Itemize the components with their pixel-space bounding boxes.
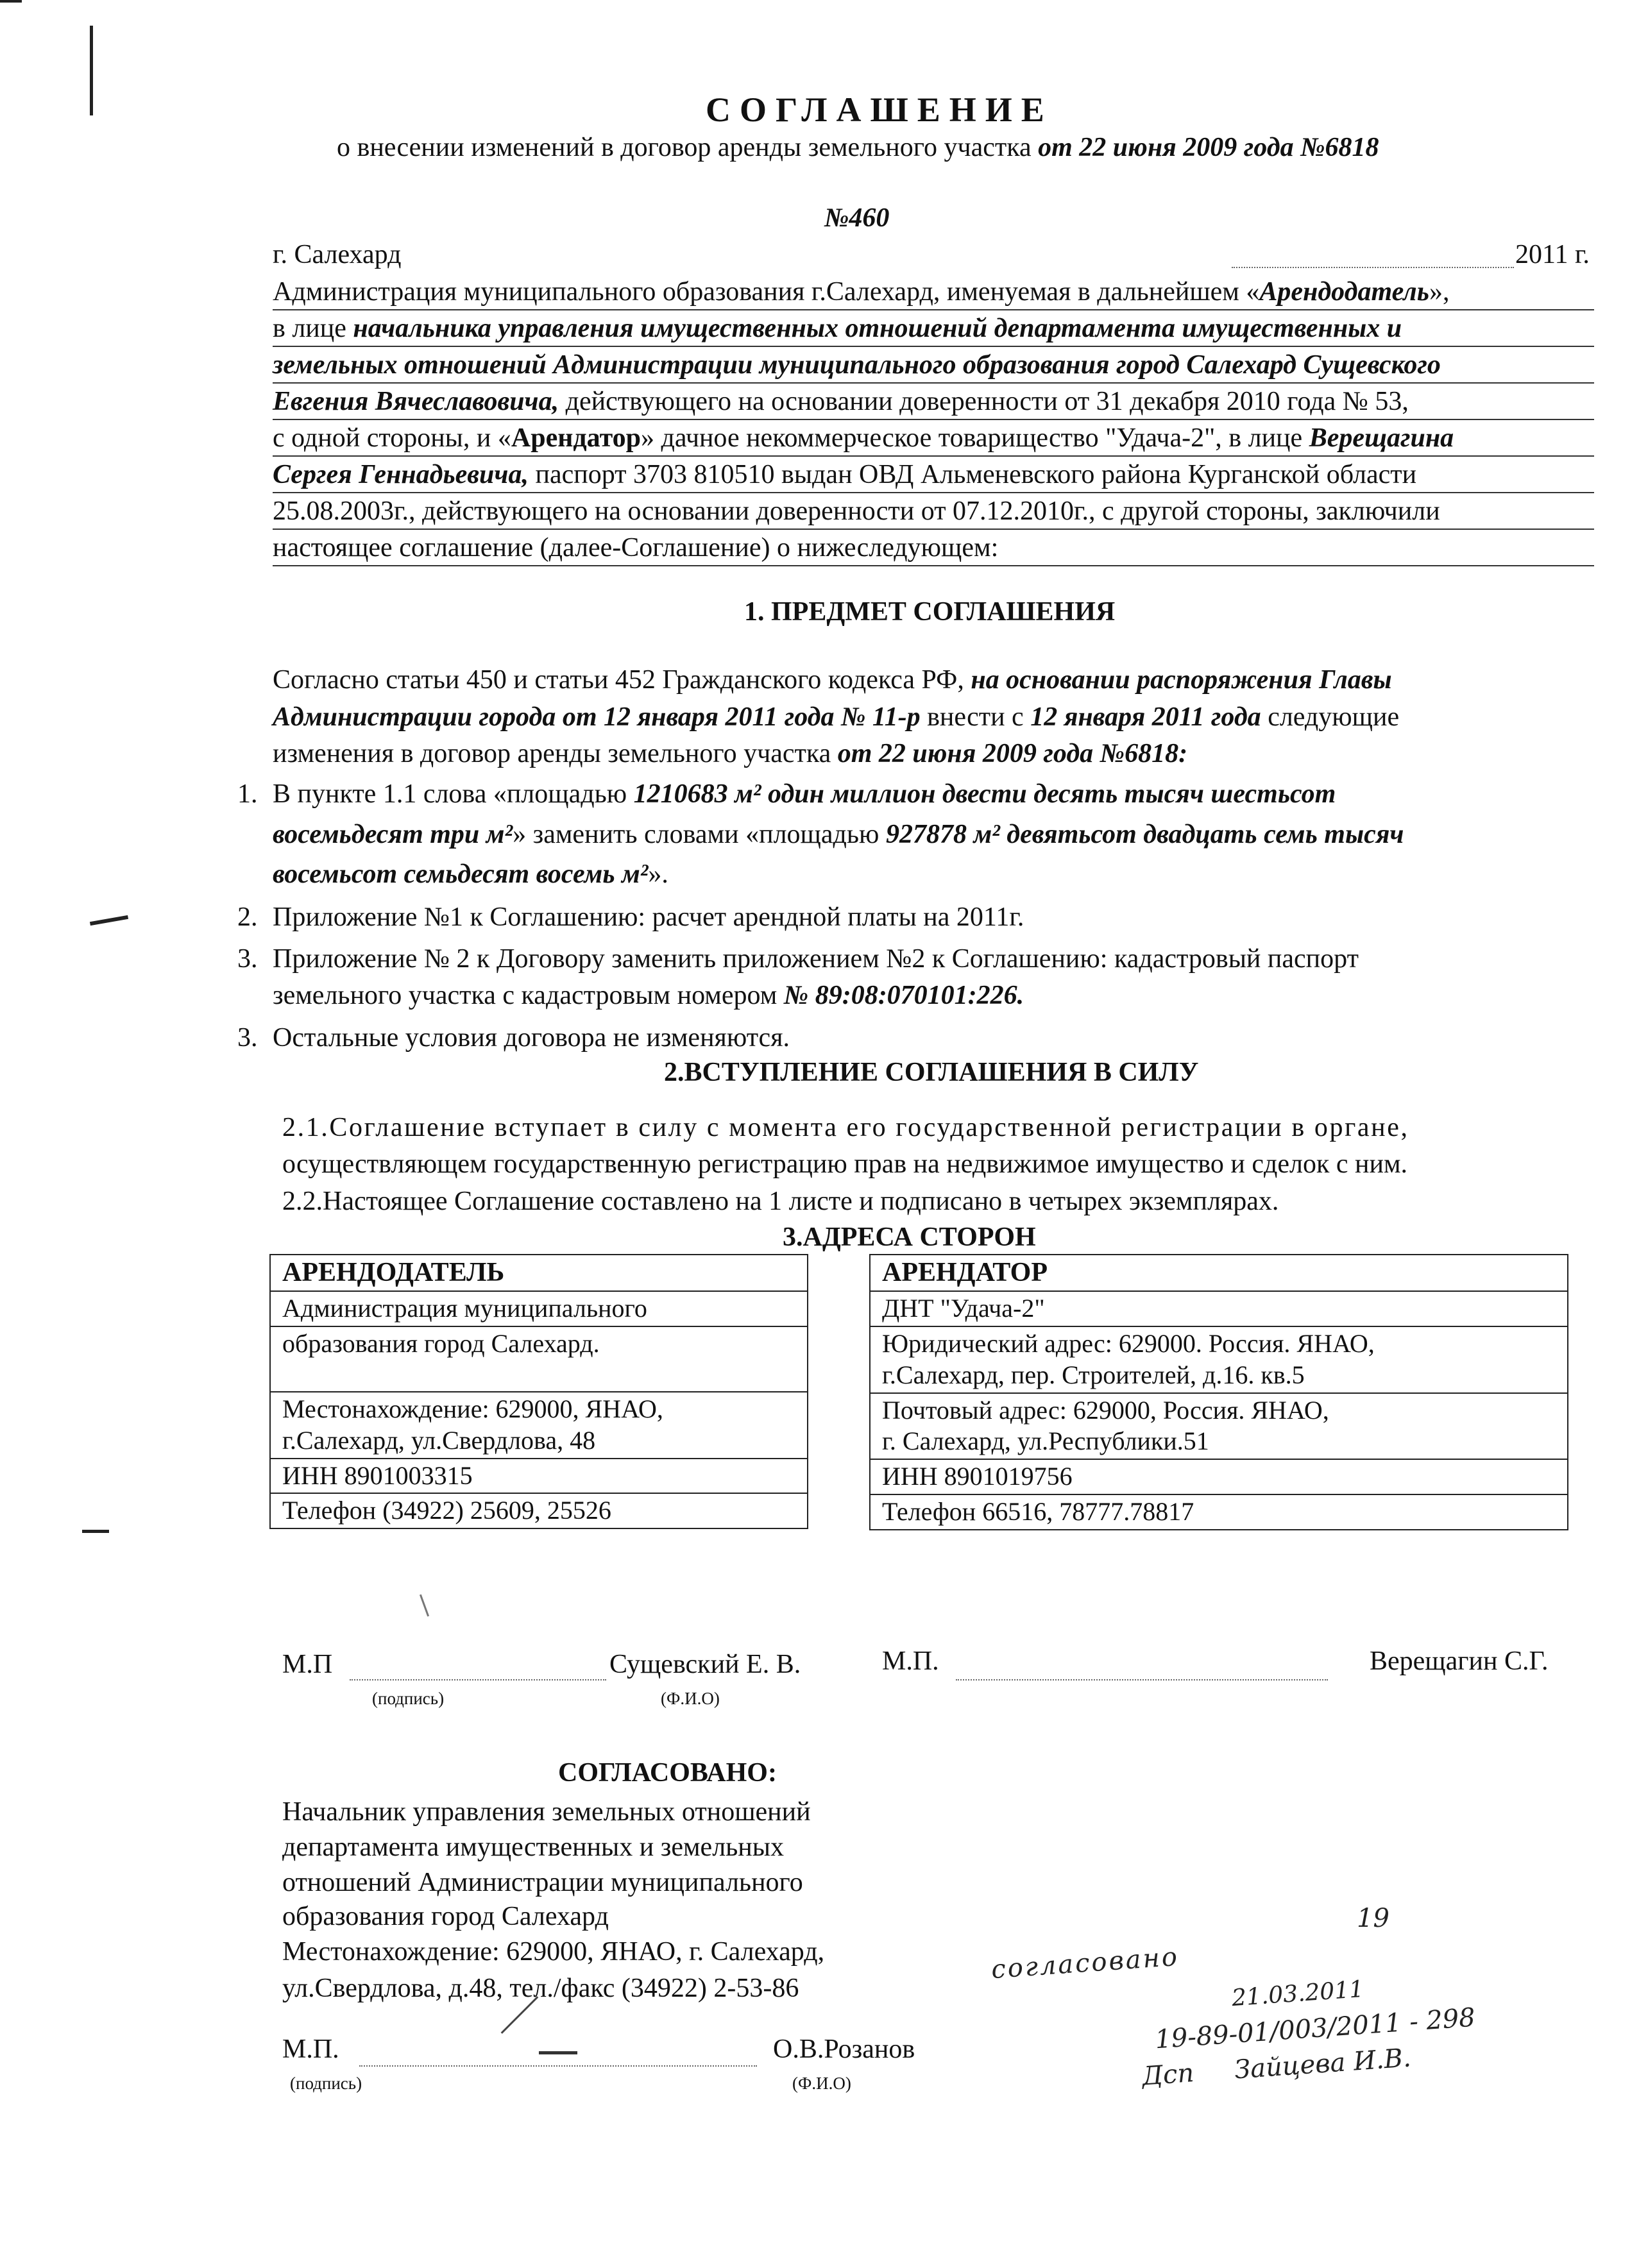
margin-line-mark	[90, 26, 93, 115]
rule	[273, 346, 1594, 347]
intro-emphasis: на основании распоряжения Главы	[971, 665, 1392, 695]
rule	[273, 455, 1594, 457]
pen-stroke	[420, 1595, 429, 1617]
approval-line: Начальник управления земельных отношений	[282, 1797, 811, 1827]
agreement-number: №460	[824, 203, 890, 233]
rule	[273, 382, 1594, 384]
landlord-term: Арендодатель	[1259, 277, 1429, 307]
section-1-intro-line-3	[273, 738, 1187, 770]
tenant-legal-address	[870, 1326, 1568, 1393]
preamble-text: » дачное некоммерческое товарищество "Удача-2", в лице	[641, 423, 1309, 453]
approval-line: образования город Салехард	[282, 1902, 609, 1931]
landlord-address	[270, 1392, 808, 1459]
document-subtitle	[337, 131, 1379, 164]
list-item-number: 3.	[237, 1023, 258, 1053]
tenant-name: ДНТ "Удача-2"	[870, 1291, 1568, 1326]
approval-heading: СОГЛАСОВАНО:	[558, 1758, 777, 1788]
intro-emphasis: 12 января 2011 года	[1030, 702, 1261, 732]
list-item-number: 2.	[237, 902, 258, 932]
approval-caption-signature: (подпись)	[290, 2074, 362, 2093]
tenant-rep-surname: Верещагина	[1309, 423, 1454, 453]
tenant-legal-l2: г.Салехард, пер. Строителей, д.16. кв.5	[882, 1360, 1305, 1389]
section-1-heading: 1. ПРЕДМЕТ СОГЛАШЕНИЯ	[744, 597, 1116, 627]
approval-line: отношений Администрации муниципального	[282, 1868, 803, 1897]
document-title: СОГЛАШЕНИЕ	[706, 90, 1053, 129]
margin-dash-mark	[90, 915, 128, 926]
intro-text: изменения в договор аренды земельного участка	[273, 739, 838, 768]
preamble-line-3: земельных отношений Администрации муниципального образования город Салехард Сущевского	[273, 350, 1441, 380]
section-1-intro-line-1	[273, 664, 1392, 696]
intro-text: внести с	[920, 702, 1031, 732]
year: 2011 г.	[1515, 240, 1590, 269]
cadastral-number: № 89:08:070101:226.	[783, 981, 1024, 1010]
signer-left: Сущевский Е. В.	[609, 1650, 801, 1679]
list-item-3-line-2	[273, 979, 1024, 1011]
landlord-title: АРЕНДОДАТЕЛЬ	[270, 1255, 808, 1291]
tenant-phone: Телефон 66516, 78777.78817	[870, 1494, 1568, 1530]
approval-signer: О.В.Розанов	[773, 2035, 915, 2064]
approval-signature-line	[359, 2065, 757, 2067]
handwritten-approved: согласовано	[990, 1942, 1180, 1985]
section-2-p1-line-2: осуществляющем государственную регистрацию прав на недвижимое имущество и сделок с ним.	[282, 1149, 1408, 1179]
caption-signature: (подпись)	[372, 1689, 445, 1708]
landlord-phone: Телефон (34922) 25609, 25526	[270, 1493, 808, 1528]
list-item-1-line-3	[273, 858, 668, 890]
approval-stamp-place: М.П.	[282, 2035, 339, 2064]
preamble-line-6	[273, 459, 1416, 491]
representative-title: начальника управления имущественных отношений департамента имущественных и	[353, 314, 1402, 343]
item-emphasis: 1210683 м² один миллион двести десять тысяч шестьсот	[633, 779, 1336, 809]
rule	[273, 309, 1594, 310]
list-item-1-line-1	[273, 778, 1336, 810]
list-item-2: Приложение №1 к Соглашению: расчет арендной платы на 2011г.	[273, 902, 1024, 932]
preamble-text: с одной стороны, и «	[273, 423, 511, 453]
section-2-p1-line-1: 2.1.Соглашение вступает в силу с момента его государственной регистрации в органе,	[282, 1113, 1409, 1142]
rule	[273, 492, 1594, 493]
item-text: земельного участка с кадастровым номером	[273, 981, 784, 1010]
section-3-heading: 3.АДРЕСА СТОРОН	[783, 1223, 1036, 1252]
top-corner-mark	[0, 0, 22, 3]
caption-fio: (Ф.И.О)	[661, 1689, 720, 1708]
item-text: ».	[648, 859, 668, 889]
item-emphasis: восемьсот семьдесят восемь м²	[273, 859, 649, 889]
tenant-inn: ИНН 8901019756	[870, 1459, 1568, 1494]
city: г. Салехард	[273, 240, 402, 269]
landlord-address-l2: г.Салехард, ул.Свердлова, 48	[282, 1425, 596, 1455]
tenant-postal-l1: Почтовый адрес: 629000, Россия. ЯНАО,	[882, 1395, 1329, 1425]
approval-line: ул.Свердлова, д.48, тел./факс (34922) 2-53-86	[282, 1974, 799, 2003]
representative-name: Евгения Вячеславовича,	[273, 387, 559, 416]
intro-text: Согласно статьи 450 и статьи 452 Гражданского кодекса РФ,	[273, 665, 971, 695]
handwritten-registration-number: 19-89-01/003/2011 - 298	[1154, 2002, 1477, 2055]
item-text: В пункте 1.1 слова «площадью	[273, 779, 634, 809]
list-item-1-line-2	[273, 818, 1404, 851]
tenant-title: АРЕНДАТОР	[870, 1255, 1568, 1291]
approval-caption-fio: (Ф.И.О)	[792, 2074, 851, 2093]
landlord-name-l1: Администрация муниципального	[270, 1291, 808, 1326]
landlord-address-l1: Местонахождение: 629000, ЯНАО,	[282, 1394, 663, 1424]
preamble-text: Администрация муниципального образования г.Салехард, именуемая в дальнейшем «	[273, 277, 1260, 307]
list-item-number: 1.	[237, 779, 258, 809]
preamble-line-8: настоящее соглашение (далее-Соглашение) о нижеследующем:	[273, 533, 999, 563]
section-1-intro-line-2	[273, 701, 1399, 733]
rule	[273, 419, 1594, 420]
tenant-postal-l2: г. Салехард, ул.Республики.51	[882, 1426, 1209, 1456]
approval-line: Местонахождение: 629000, ЯНАО, г. Салехард,	[282, 1937, 825, 1967]
rule	[273, 529, 1594, 530]
preamble-text: паспорт 3703 810510 выдан ОВД Альменевского района Курганской области	[528, 460, 1417, 489]
preamble-line-7: 25.08.2003г., действующего на основании доверенности от 07.12.2010г., с другой стороны, заключили	[273, 496, 1440, 526]
handwritten-date: 21.03.2011	[1230, 1976, 1365, 2012]
tenant-postal-address	[870, 1393, 1568, 1460]
preamble-line-2	[273, 312, 1402, 344]
preamble-line-1	[273, 276, 1449, 308]
intro-text: следующие	[1261, 702, 1400, 732]
signature-line-left	[350, 1679, 606, 1680]
stamp-place-left: М.П	[282, 1650, 333, 1679]
section-2-heading: 2.ВСТУПЛЕНИЕ СОГЛАШЕНИЯ В СИЛУ	[664, 1058, 1199, 1087]
landlord-inn: ИНН 8901003315	[270, 1459, 808, 1494]
pen-stroke	[539, 2051, 577, 2054]
intro-emphasis: от 22 июня 2009 года №6818:	[837, 739, 1188, 768]
subtitle-plain: о внесении изменений в договор аренды земельного участка	[337, 133, 1039, 162]
tenant-address-table	[869, 1254, 1568, 1530]
stamp-place-right: М.П.	[882, 1646, 939, 1676]
subtitle-contract: от 22 июня 2009 года №6818	[1038, 133, 1379, 162]
item-emphasis: 927878 м² девятьсот двадцать семь тысяч	[885, 820, 1404, 849]
date-blank-line	[1232, 267, 1514, 268]
preamble-text: действующего на основании доверенности от 31 декабря 2010 года № 53,	[559, 387, 1409, 416]
signature-line-right	[956, 1679, 1328, 1680]
list-item-number: 3.	[237, 944, 258, 974]
preamble-line-5	[273, 422, 1454, 454]
landlord-address-table	[269, 1254, 808, 1529]
preamble-text: »,	[1429, 277, 1450, 307]
list-item-3-line-1: Приложение № 2 к Договору заменить приложением №2 к Соглашению: кадастровый паспорт	[273, 944, 1359, 974]
section-2-p2: 2.2.Настоящее Соглашение составлено на 1 листе и подписано в четырех экземплярах.	[282, 1187, 1279, 1216]
tenant-legal-l1: Юридический адрес: 629000. Россия. ЯНАО,	[882, 1329, 1375, 1358]
intro-emphasis: Администрации города от 12 января 2011 года № 11-р	[273, 702, 921, 732]
preamble-line-4	[273, 385, 1409, 418]
preamble-text: в лице	[273, 314, 353, 343]
item-text: » заменить словами «площадью	[513, 820, 886, 849]
margin-dash-mark	[82, 1530, 109, 1533]
landlord-name-l2: образования город Салехард.	[270, 1326, 808, 1392]
handwritten-registrar: Дсп Зайцева И.В.	[1141, 2043, 1413, 2092]
approval-line: департамента имущественных и земельных	[282, 1832, 785, 1862]
item-emphasis: восемьдесят три м²	[273, 820, 513, 849]
tenant-term: Арендатор	[511, 423, 641, 453]
signer-right: Верещагин С.Г.	[1370, 1646, 1549, 1676]
list-item-4: Остальные условия договора не изменяются.	[273, 1023, 790, 1053]
handwritten-page-mark: 19	[1357, 1904, 1389, 1933]
rule	[273, 565, 1594, 566]
tenant-rep-name: Сергея Геннадьевича,	[273, 460, 529, 489]
